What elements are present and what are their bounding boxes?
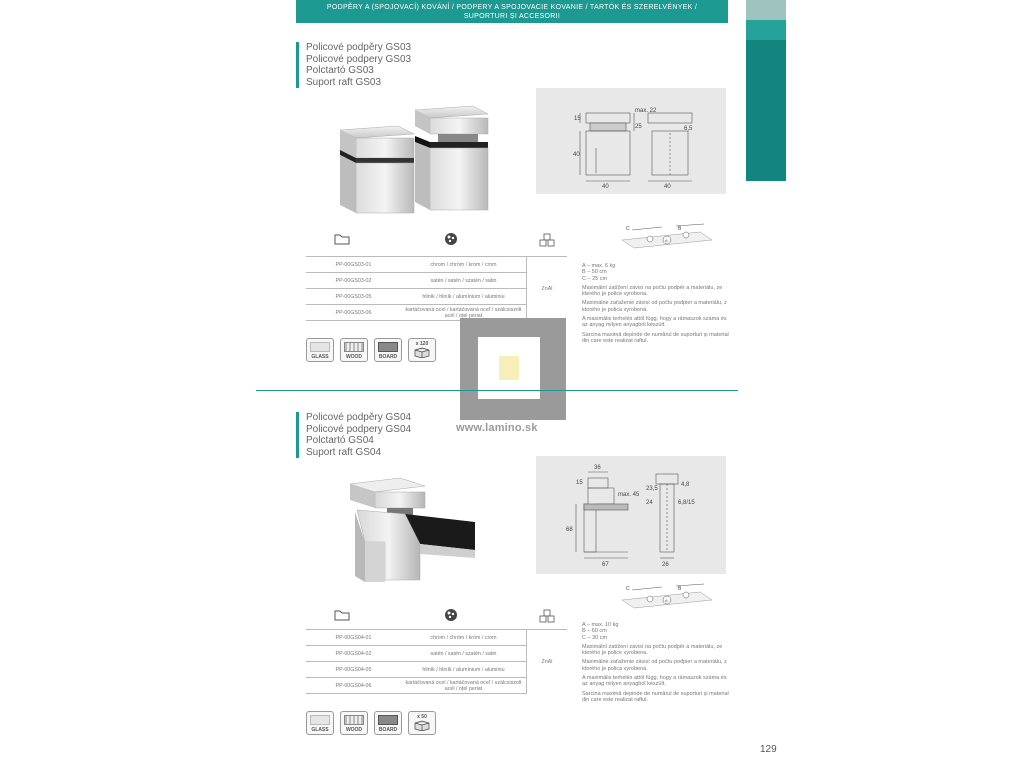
label-c: C [626,586,630,592]
product-photo-gs03 [330,98,495,218]
dim-24: 24 [646,500,653,506]
note-hu: A maximális terhelés attól függ, hogy a rámaszok száma és az anyag milyen anyagból készült. [582,675,727,688]
box-icon [408,711,436,735]
dim-40-w2: 40 [664,184,671,190]
dim-6-5: 6,5 [684,126,693,132]
table-row [306,630,567,646]
note-a: A – max. 6 kg [582,263,616,269]
note-hu: A maximális terhelés attól függ, hogy a rámaszok száma és az anyag milyen anyagból készült. [582,316,727,329]
spec-table-gs03 [306,256,567,321]
material: ZnAl [527,257,568,321]
page-number: 129 [760,744,777,755]
shelf-load-diagram-gs03 [612,222,716,256]
note-c: C – 30 cm [582,634,608,641]
header-banner [296,0,728,23]
product-code: PP-00GS04-02 [306,646,401,662]
label-b: B [678,586,682,592]
note-ro: Sarcina maximă depinde de numărul de suporturi și material din care este realizat raftul. [582,690,729,703]
spec-table-gs04 [306,629,567,694]
product-code: PP-00GS03-05 [306,289,401,305]
section-title-gs04 [296,412,466,458]
dim-max45: max. 45 [618,492,640,498]
box-icon [408,338,436,362]
dim-4-8: 4,8 [681,482,690,488]
side-tab-mid [746,20,786,40]
note-ro: Sarcina maximă depinde de numărul de suporturi și material din care este realizat raftul. [582,331,729,344]
wood-material-icon: WOOD [340,711,368,735]
product-code: PP-00GS04-05 [306,662,401,678]
finish: hliník / hliník / alumínium / aluminiu [401,289,527,305]
finish: satén / satén / szatén / satin [401,646,527,662]
banner-line-2: SUPORTURI ȘI ACCESORII [463,13,561,20]
section-divider [256,390,738,391]
board-material-icon: BOARD [374,338,402,362]
label-c: C [626,226,630,232]
product-code: PP-00GS03-06 [306,305,401,321]
folder-icon [334,609,350,624]
title-sk: Policové podpery GS04 [306,423,412,435]
material: ZnAl [527,630,568,694]
technical-drawing-gs04 [536,456,726,574]
board-material-icon: BOARD [374,711,402,735]
watermark-text: www.lamino.sk [456,422,538,434]
note-a: A – max. 10 kg [582,622,619,628]
title-hu: Polctartó GS04 [306,435,374,446]
note-b: B – 60 cm [582,628,607,635]
load-notes-gs04 [582,622,732,706]
glass-material-icon: GLASS [306,338,334,362]
title-cz: Policové podpěry GS04 [306,412,412,423]
finish-palette-icon [444,232,458,249]
finish: kartáčovaná ocel / kartáčovaná oceľ / szálcsiszolt acél / oțel periat [401,305,527,321]
finish: kartáčovaná ocel / kartáčovaná oceľ / szálcsiszolt acél / oțel periat [401,678,527,694]
finish: hliník / hliník / alumínium / aluminiu [401,662,527,678]
dim-40-h: 40 [573,152,580,158]
dim-68: 68 [566,527,573,533]
product-code: PP-00GS03-01 [306,257,401,273]
note-cz: Maximální zatížení závisí na počtu podpěr a materiálu, ze kterého je police vyrobena. [582,643,723,657]
title-ro: Suport raft GS04 [306,446,382,458]
pack-quantity: x 120 [415,341,429,347]
pack-quantity: x 50 [417,714,427,720]
label-b: B [678,226,682,232]
section-title-gs03 [296,42,466,88]
title-ro: Suport raft GS03 [306,76,382,88]
note-b: B – 50 cm [582,269,607,276]
title-hu: Polctartó GS03 [306,65,374,76]
dim-25: 25 [635,124,642,130]
finish: satén / satén / szatén / satin [401,273,527,289]
note-cz: Maximální zatížení závisí na počtu podpěr a materiálu, ze kterého je police vyrobena. [582,284,723,298]
folder-icon [334,233,350,248]
dim-6-8-15: 6,8/15 [678,500,695,506]
material-cubes-icon [539,233,555,250]
note-sk: Maximálne zaťaženie závisí od počtu podpier a materiálu, z ktorého je polica vyrobená. [582,659,727,672]
note-c: C – 25 cm [582,275,608,282]
title-cz: Policové podpěry GS03 [306,42,412,53]
banner-line-1: PODPĚRY A (SPOJOVACÍ) KOVÁNÍ / PODPERY A SPOJOVACIE KOVANIE / TARTÓK ÉS SZERELVÉNYEK / [326,4,698,11]
note-sk: Maximálne zaťaženie závisí od počtu podpier a materiálu, z ktorého je polica vyrobená. [582,300,727,313]
table-row [306,257,567,273]
load-notes-gs03 [582,263,732,347]
dim-67: 67 [602,562,609,568]
dim-40-w1: 40 [602,184,609,190]
label-a: A [665,238,668,243]
side-tab-light [746,0,786,20]
finish: chrom / chróm / króm / crom [401,630,527,646]
side-tab-dark [746,40,786,181]
product-code: PP-00GS04-06 [306,678,401,694]
dim-max22: max. 22 [635,108,657,114]
wood-material-icon: WOOD [340,338,368,362]
product-code: PP-00GS03-02 [306,273,401,289]
dim-26: 26 [662,562,669,568]
watermark-logo-square [499,356,519,380]
dim-15: 15 [576,480,583,486]
dim-23-5: 23,5 [646,486,658,492]
shelf-load-diagram-gs04 [612,582,716,616]
material-cubes-icon [539,609,555,626]
finish-palette-icon [444,608,458,625]
product-code: PP-00GS04-01 [306,630,401,646]
title-sk: Policové podpery GS03 [306,53,412,65]
finish: chrom / chróm / króm / crom [401,257,527,273]
glass-material-icon: GLASS [306,711,334,735]
dim-36: 36 [594,465,601,471]
product-photo-gs04 [345,470,485,600]
label-a: A [665,598,668,603]
dim-15: 15 [574,116,581,122]
technical-drawing-gs03 [536,88,726,194]
